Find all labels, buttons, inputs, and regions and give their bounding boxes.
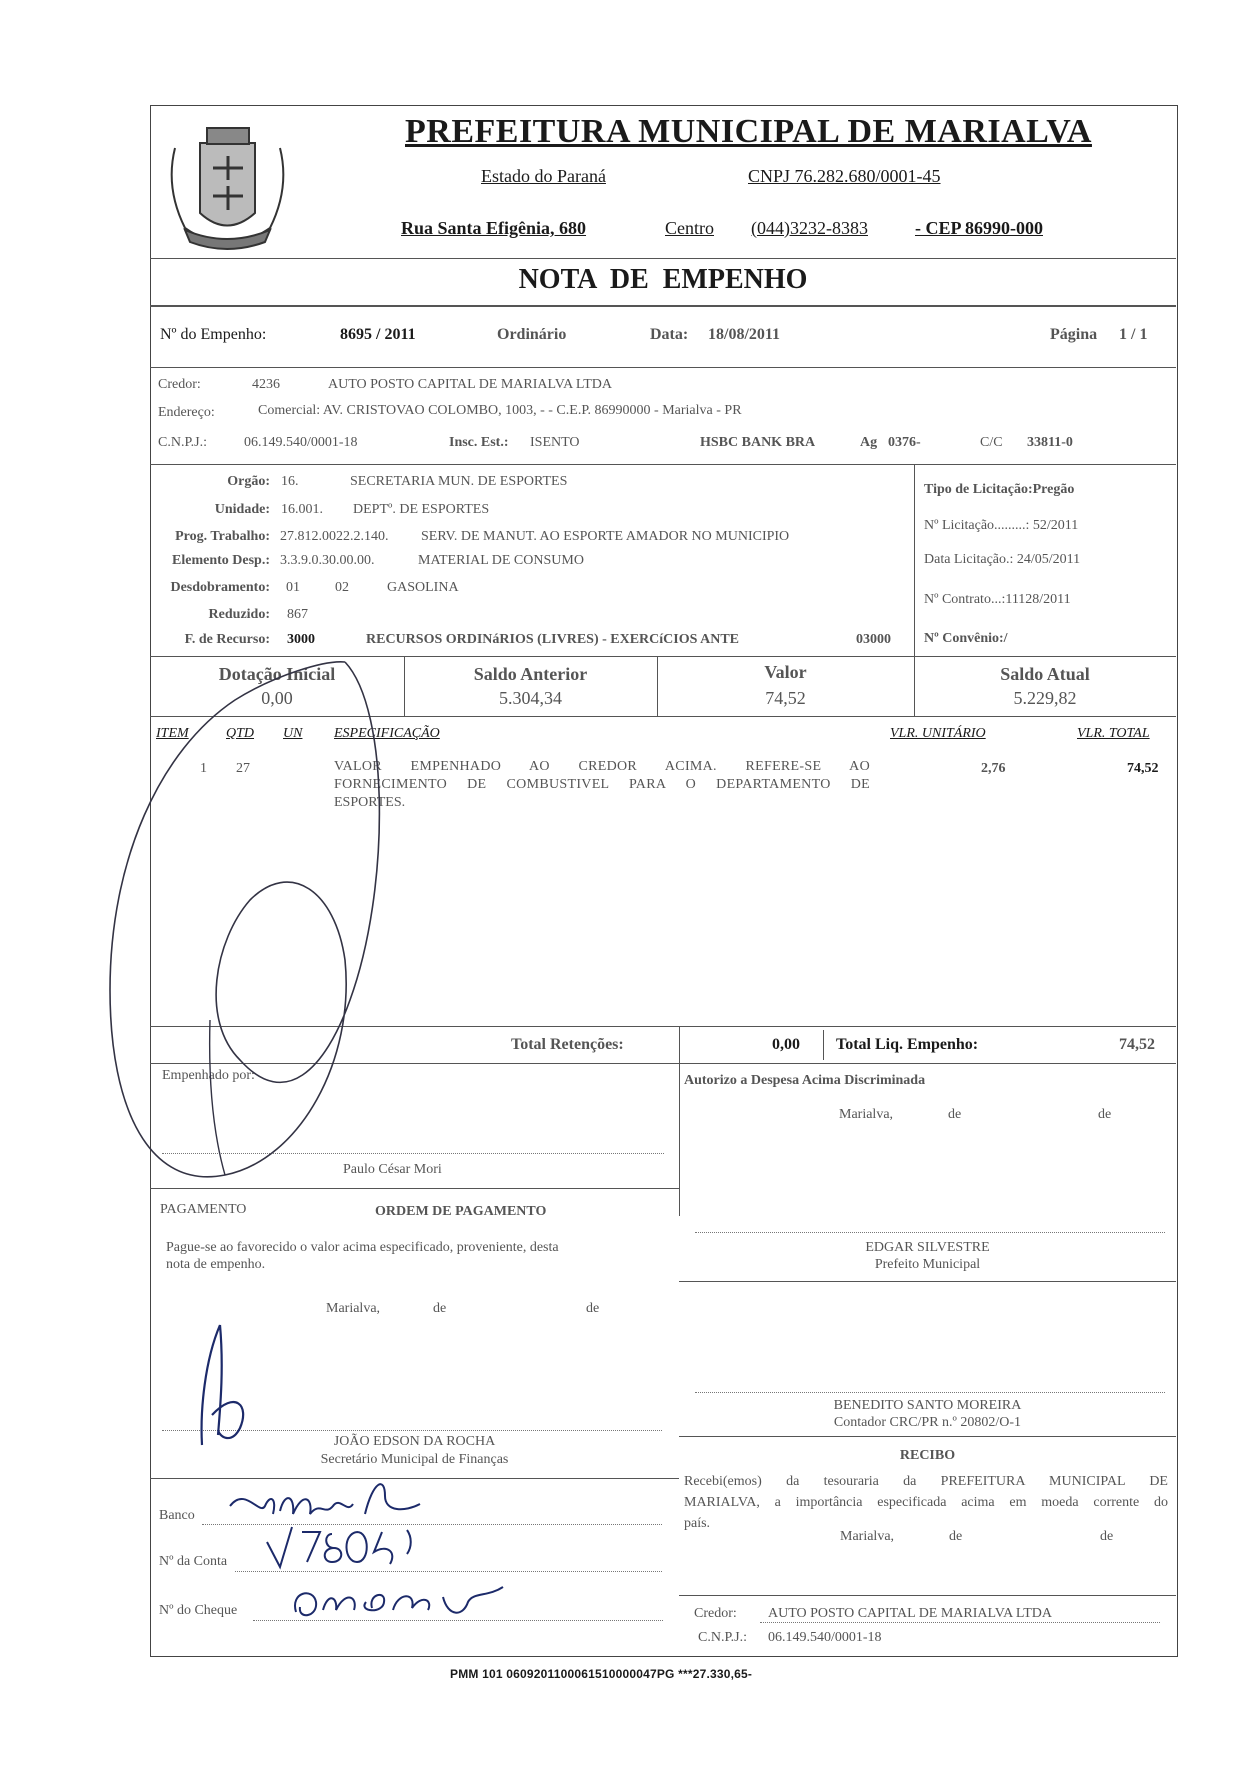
handwritten-cheque-word [288,1572,508,1632]
column-header-vlr-unitario: VLR. UNITÁRIO [890,726,986,741]
licitacao-tipo: Tipo de Licitação:Pregão [924,482,1075,497]
saldo-atual-label: Saldo Atual [1000,664,1090,684]
empenhado-label: Empenhado por: [162,1068,255,1083]
handwritten-conta-number [262,1522,442,1572]
prog-name: SERV. DE MANUT. AO ESPORTE AMADOR NO MUNICIPIO [421,529,790,544]
recurso-code: 3000 [287,632,315,647]
unidade-name: DEPTº. DE ESPORTES [353,502,490,517]
contador-role: Contador CRC/PR n.º 20802/O-1 [833,1415,1022,1430]
item-description-line-1: VALOR EMPENHADO AO CREDOR ACIMA. REFERE-SE AO [334,759,870,774]
empenho-type: Ordinário [497,326,567,343]
convenio-numero: Nº Convênio:/ [924,631,1008,646]
empenho-number: 8695 / 2011 [340,326,416,343]
saldo-anterior-label: Saldo Anterior [473,664,588,684]
autorizo-label: Autorizo a Despesa Acima Discriminada [684,1073,926,1088]
column-header-especificacao: ESPECIFICAÇÃO [334,726,440,741]
recibo-place: Marialva, [840,1529,895,1544]
desdobramento-label: Desdobramento: [170,580,270,595]
cc-value: 33811-0 [1027,435,1073,450]
autorizo-place: Marialva, [839,1107,894,1122]
desdobramento-code: 01 [286,580,300,595]
column-header-item: ITEM [156,726,189,741]
ag-value: 0376- [888,435,921,450]
cnpj-label: C.N.P.J.: [158,435,208,450]
orgao-name: SECRETARIA MUN. DE ESPORTES [350,474,568,489]
autorizo-de-1: de [948,1107,962,1122]
recibo-text-line-1: Recebi(emos) da tesouraria da PREFEITURA MUNICIPAL DE [684,1474,1168,1489]
elemento-name: MATERIAL DE CONSUMO [418,553,584,568]
unidade-label: Unidade: [214,502,270,517]
pague-text-line-2: nota de empenho. [166,1257,266,1272]
insc-label: Insc. Est.: [449,435,509,450]
pagamento-de-2: de [586,1301,600,1316]
header-cnpj: CNPJ 76.282.680/0001-45 [748,166,941,186]
column-header-qtd: QTD [226,726,255,741]
handwritten-signature-large-loop [90,640,420,1200]
credor-line [760,1622,1160,1623]
signature-line [695,1392,1165,1393]
divider [150,258,1176,259]
column-header-vlr-total: VLR. TOTAL [1077,726,1150,741]
divider [150,367,1176,368]
reduzido-value: 867 [287,607,308,622]
recibo-cnpj-value: 06.149.540/0001-18 [768,1630,882,1645]
orgao-label: Orgão: [227,474,270,489]
conta-label: Nº da Conta [159,1554,228,1569]
desdobramento-name: GASOLINA [387,580,459,595]
contrato-numero: Nº Contrato...:11128/2011 [924,592,1071,607]
recibo-title: RECIBO [899,1448,956,1463]
address-label: Endereço: [158,405,215,420]
item-description-line-2: FORNECIMENTO DE COMBUSTIVEL PARA O DEPARTAMENTO DE [334,777,870,792]
handwritten-initial-b [190,1320,270,1450]
banco-label: Banco [159,1508,195,1523]
retencoes-label: Total Retenções: [511,1036,624,1053]
recibo-de-1: de [949,1529,963,1544]
retencoes-value: 0,00 [772,1036,800,1053]
cheque-label: Nº do Cheque [159,1603,238,1618]
date-value: 18/08/2011 [708,326,781,343]
divider [679,1026,680,1216]
item-total-value: 74,52 [1127,761,1159,776]
orgao-code: 16. [281,474,299,489]
footer-code: PMM 101 0609201100061510000047PG ***27.330,65- [450,1667,753,1681]
prog-label: Prog. Trabalho: [175,529,270,544]
pagamento-place: Marialva, [326,1301,381,1316]
recibo-credor-value: AUTO POSTO CAPITAL DE MARIALVA LTDA [768,1606,1052,1621]
recibo-text-line-3: país. [684,1516,711,1531]
header-district: Centro [665,218,714,238]
dotacao-label: Dotação Inicial [218,664,336,684]
item-qtd: 27 [236,761,250,776]
recurso-code-2: 03000 [856,632,891,647]
insc-value: ISENTO [530,435,580,450]
divider [679,1595,1176,1596]
ordem-pagamento-label: ORDEM DE PAGAMENTO [375,1204,547,1219]
header-title: PREFEITURA MUNICIPAL DE MARIALVA [405,113,1092,150]
coat-of-arms-icon [155,118,300,258]
credor-name: AUTO POSTO CAPITAL DE MARIALVA LTDA [328,377,612,392]
elemento-label: Elemento Desp.: [172,553,270,568]
pagamento-label: PAGAMENTO [160,1202,247,1217]
secretario-name: JOÃO EDSON DA ROCHA [333,1434,496,1449]
licitacao-numero: Nº Licitação.........: 52/2011 [924,518,1079,533]
item-unit-value: 2,76 [981,761,1006,776]
recibo-text-line-2: MARIALVA, a importância especificada acima em moeda corrente do [684,1495,1168,1510]
empenhado-name: Paulo César Mori [343,1162,442,1177]
reduzido-label: Reduzido: [208,607,270,622]
cnpj-value: 06.149.540/0001-18 [244,435,358,450]
divider [150,464,1176,465]
recurso-name: RECURSOS ORDINáRIOS (LIVRES) - EXERCíCIOS ANTE [366,632,740,647]
cc-label: C/C [980,435,1003,450]
header-address: Rua Santa Efigênia, 680 [401,218,587,238]
recurso-label: F. de Recurso: [184,632,270,647]
desdobramento-sub: 02 [335,580,349,595]
page-label: Página [1050,326,1098,343]
autorizo-de-2: de [1098,1107,1112,1122]
divider [823,1030,824,1060]
item-number: 1 [200,761,207,776]
pagamento-de-1: de [433,1301,447,1316]
contador-name: BENEDITO SANTO MOREIRA [833,1398,1022,1413]
page-value: 1 / 1 [1119,326,1148,343]
credor-code: 4236 [252,377,280,392]
date-label: Data: [650,326,689,343]
pague-text-line-1: Pague-se ao favorecido o valor acima especificado, proveniente, desta [166,1240,559,1255]
prefeito-role: Prefeito Municipal [874,1257,981,1272]
header-cep: - CEP 86990-000 [915,218,1043,238]
item-description-line-3: ESPORTES. [334,795,406,810]
prefeito-name: EDGAR SILVESTRE [865,1240,990,1255]
address-value: Comercial: AV. CRISTOVAO COLOMBO, 1003, - - C.E.P. 86990000 - Marialva - PR [258,403,742,418]
recibo-cnpj-label: C.N.P.J.: [698,1630,748,1645]
saldo-anterior-value: 5.304,34 [499,688,562,708]
recibo-de-2: de [1100,1529,1114,1544]
dotacao-value: 0,00 [261,688,293,708]
liquido-label: Total Liq. Empenho: [836,1036,979,1053]
document-title: NOTA DE EMPENHO [518,264,808,295]
valor-value: 74,52 [765,688,806,708]
licitacao-data: Data Licitação.: 24/05/2011 [924,552,1081,567]
valor-label: Valor [764,662,807,682]
header-phone: (044)3232-8383 [751,218,868,238]
ag-label: Ag [860,435,878,450]
credor-label: Credor: [158,377,201,392]
divider [150,305,1176,307]
recibo-credor-label: Credor: [694,1606,737,1621]
divider [679,1281,1176,1282]
divider [914,464,915,657]
liquido-value: 74,52 [1119,1036,1155,1053]
column-header-un: UN [283,726,303,741]
header-state: Estado do Paraná [481,166,606,186]
elemento-code: 3.3.9.0.30.00.00. [280,553,375,568]
prog-code: 27.812.0022.2.140. [280,529,389,544]
unidade-code: 16.001. [281,502,323,517]
signature-line [695,1232,1165,1233]
divider [679,1436,1176,1437]
secretario-role: Secretário Municipal de Finanças [320,1452,509,1467]
bank-name: HSBC BANK BRA [700,435,816,450]
empenho-number-label: Nº do Empenho: [160,326,267,343]
saldo-atual-value: 5.229,82 [1013,688,1077,708]
